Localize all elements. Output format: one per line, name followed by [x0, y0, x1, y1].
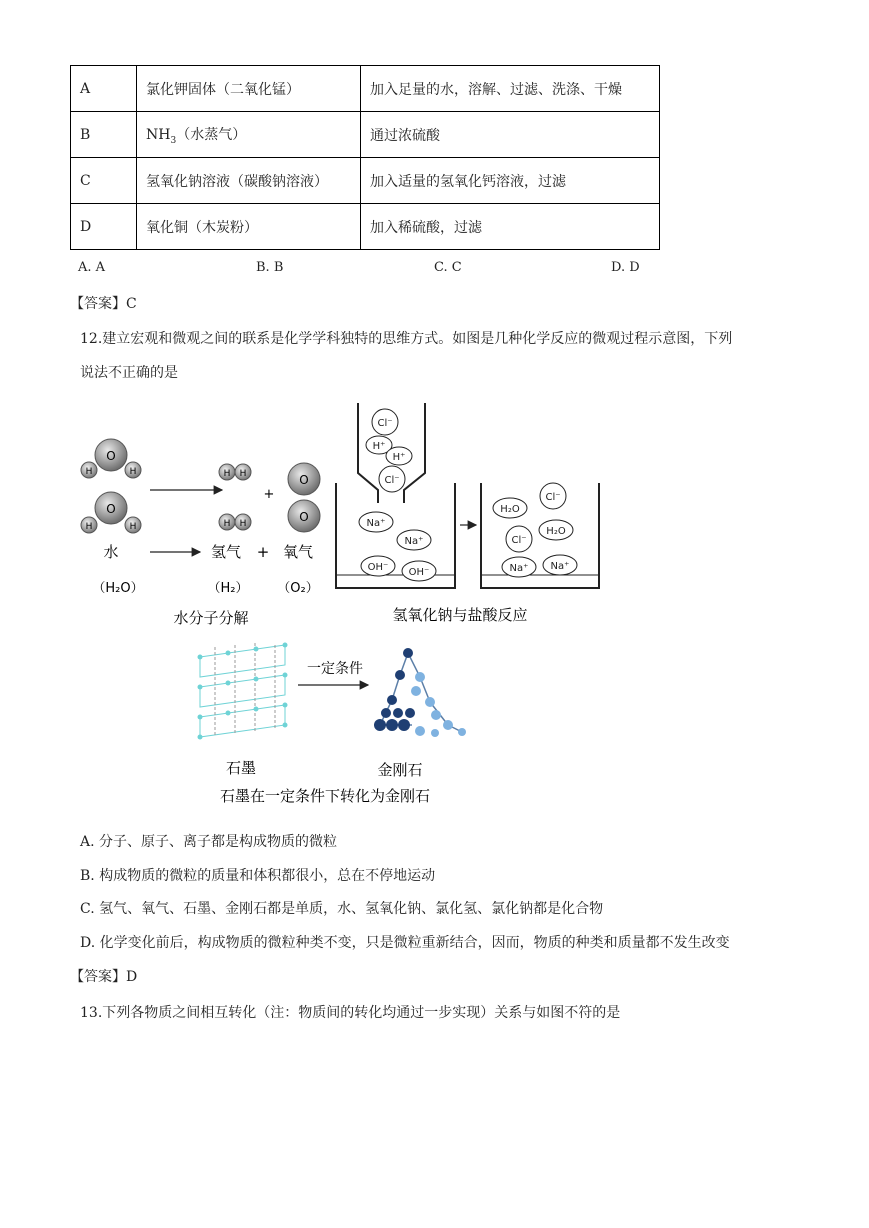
row-substance [137, 112, 361, 158]
oxygen-molecule [288, 463, 320, 532]
row-substance: 氧化铜（木炭粉） [137, 204, 361, 250]
row-method: 加入适量的氢氧化钙溶液，过滤 [361, 158, 660, 204]
caption-neutralization: 氢氧化钠与盐酸反应 [392, 606, 528, 624]
atom-symbol: O [106, 502, 116, 516]
q12-stem-line2: 说法不正确的是 [80, 365, 178, 381]
ion-label: Na⁺ [509, 563, 529, 574]
condition-label: 一定条件 [307, 661, 363, 677]
atom-symbol: H [239, 519, 247, 529]
label-hydrogen: 氢气 [210, 543, 242, 561]
ion-label: Cl⁻ [377, 418, 393, 429]
hydrogen-molecule [219, 514, 251, 530]
ion-label: H₂O [500, 504, 520, 515]
ion-label: OH⁻ [408, 567, 430, 578]
answer-q11: 【答案】C [70, 296, 137, 312]
plus-sign: + [256, 543, 270, 561]
answer-q12: 【答案】D [70, 969, 138, 985]
water-molecule [81, 439, 141, 478]
q12-stem-line1: 12.建立宏观和微观之间的联系是化学学科独特的思维方式。如图是几种化学反应的微观过程示意图，下列 [80, 331, 733, 347]
atom-symbol: O [299, 510, 309, 524]
label-graphite: 石墨 [225, 759, 257, 777]
atom-symbol: O [106, 449, 116, 463]
row-method: 通过浓硫酸 [361, 112, 660, 158]
ion-label: Cl⁻ [545, 492, 561, 503]
q13-stem: 13.下列各物质之间相互转化（注：物质间的转化均通过一步实现）关系与如图不符的是 [80, 1005, 621, 1021]
ion-label: Cl⁻ [384, 475, 400, 486]
ion-label: H⁺ [392, 452, 406, 463]
diamond-structure-icon [374, 648, 466, 737]
atom-symbol: H [129, 522, 137, 532]
formula-text: NH [146, 126, 171, 143]
caption-carbon: 石墨在一定条件下转化为金刚石 [219, 787, 431, 805]
atom-symbol: H [223, 519, 231, 529]
graphite-atoms [198, 643, 288, 740]
graphite-structure-icon [200, 643, 285, 737]
row-letter: D [71, 204, 137, 250]
q12-option-d: D. 化学变化前后，构成物质的微粒种类不变，只是微粒重新结合，因而，物质的种类和质量都不发生改变 [80, 935, 730, 951]
table-row [71, 204, 660, 250]
ion-label: H⁺ [372, 441, 386, 452]
choice-b: B. B [256, 260, 284, 275]
caption-water: 水分子分解 [173, 609, 249, 627]
atom-symbol: H [239, 469, 247, 479]
row-letter: A [71, 66, 137, 112]
row-letter: B [71, 112, 137, 158]
atom-symbol: H [85, 467, 93, 477]
table-row [71, 158, 660, 204]
row-letter: C [71, 158, 137, 204]
choice-a: A. A [78, 260, 106, 275]
atom-symbol: H [129, 467, 137, 477]
q12-option-b: B. 构成物质的微粒的质量和体积都很小，总在不停地运动 [80, 868, 436, 884]
row-method: 加入足量的水，溶解、过滤、洗涤、干燥 [361, 66, 660, 112]
label-oxygen: 氧气 [282, 543, 314, 561]
atom-symbol: H [85, 522, 93, 532]
formula-hydrogen: （H₂） [207, 581, 249, 596]
row-substance: 氢氧化钠溶液（碳酸钠溶液） [137, 158, 361, 204]
ion-label: H₂O [546, 526, 566, 537]
options-table [70, 65, 660, 250]
ion-label: Cl⁻ [511, 535, 527, 546]
plus-sign: + [263, 487, 275, 502]
atom-symbol: O [299, 473, 309, 487]
q12-option-c: C. 氢气、氧气、石墨、金刚石都是单质，水、氢氧化钠、氯化氢、氯化钠都是化合物 [80, 901, 604, 917]
reaction-figure [0, 395, 869, 820]
beaker [336, 483, 455, 588]
water-molecule [81, 492, 141, 533]
choice-c: C. C [434, 260, 462, 275]
hydrogen-molecule [219, 464, 251, 480]
table-row [71, 66, 660, 112]
formula-water: （H₂O） [92, 581, 144, 596]
ion-label: Na⁺ [404, 536, 424, 547]
label-diamond: 金刚石 [377, 761, 423, 779]
row-substance: 氯化钾固体（二氧化锰） [137, 66, 361, 112]
atom-symbol: H [223, 469, 231, 479]
row-method: 加入稀硫酸，过滤 [361, 204, 660, 250]
formula-oxygen: （O₂） [277, 581, 319, 596]
formula-subscript: 3 [170, 135, 177, 146]
ion-label: OH⁻ [367, 562, 389, 573]
q12-option-a: A. 分子、原子、离子都是构成物质的微粒 [80, 834, 338, 850]
choice-d: D. D [611, 260, 640, 275]
ion-label: Na⁺ [366, 518, 386, 529]
substance-rest: （水蒸气） [176, 126, 247, 143]
ion-label: Na⁺ [550, 561, 570, 572]
water-decomposition-diagram [81, 439, 320, 627]
table-row [71, 112, 660, 158]
label-water: 水 [103, 543, 119, 561]
